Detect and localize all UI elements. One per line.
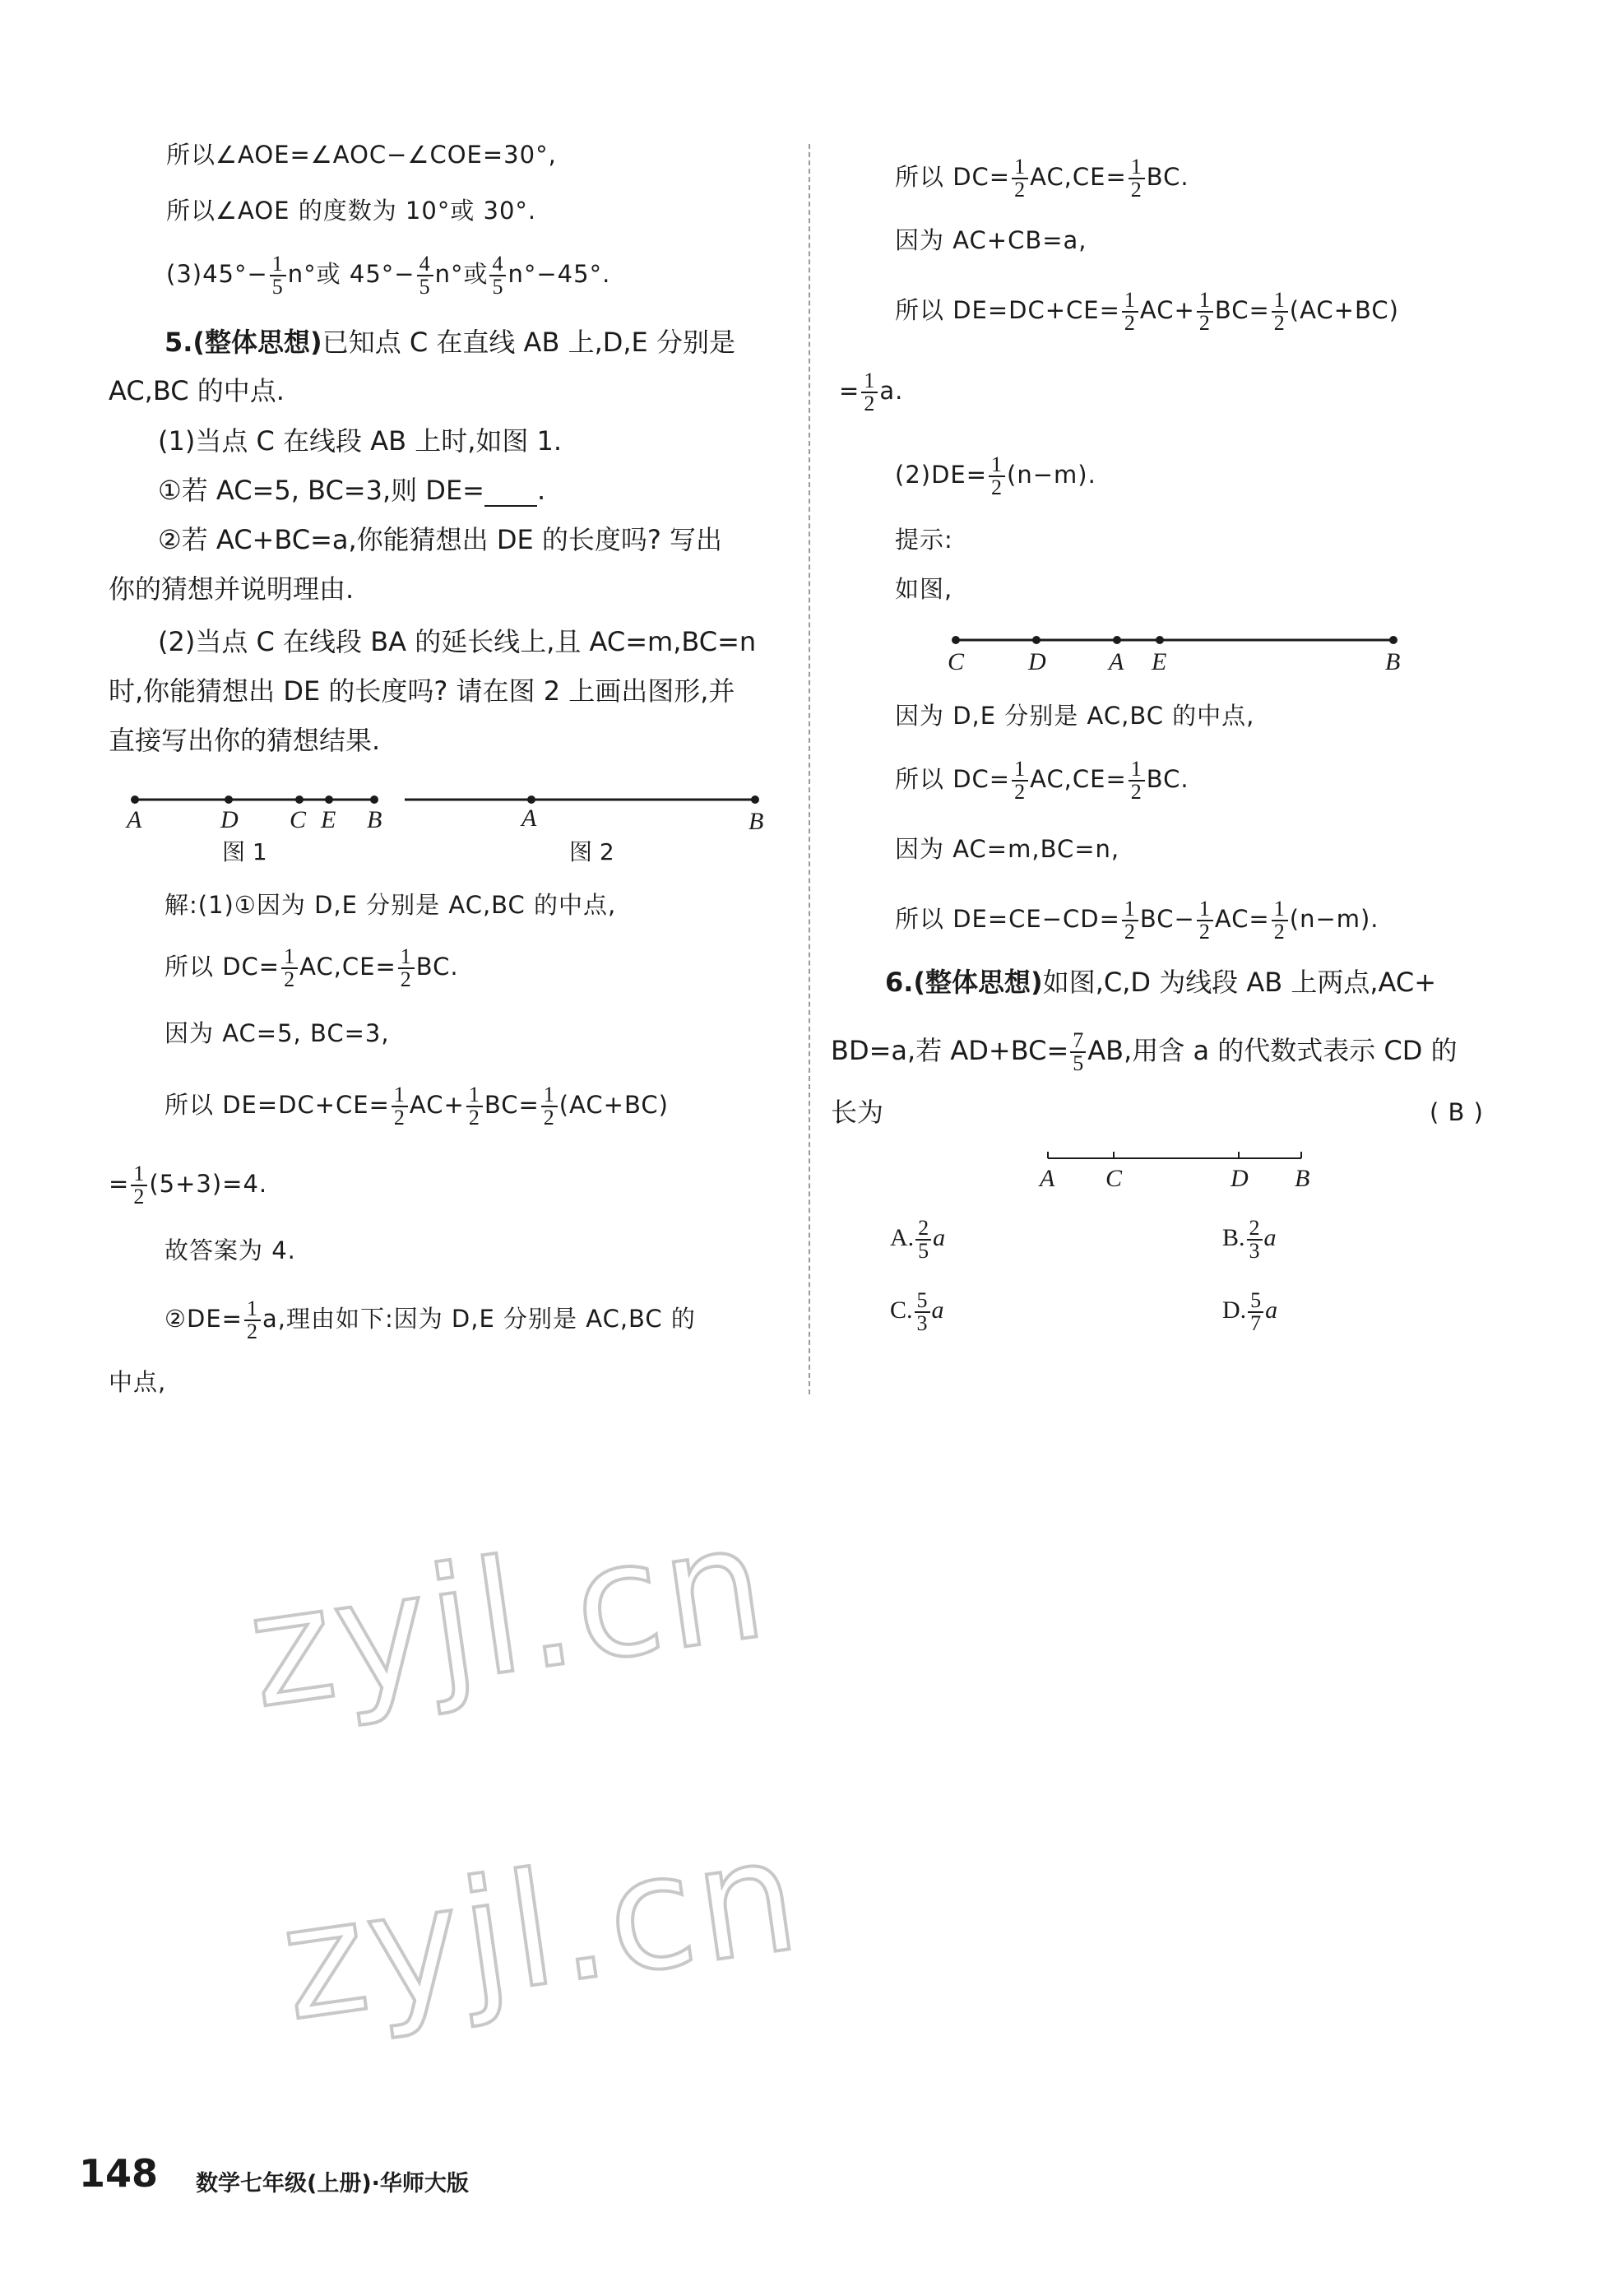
solution-line: 所以 DC= $\frac{1}{2}$ AC,CE= $\frac{1}{2}$ BC. (165, 944, 459, 991)
hint-label: 提示: (895, 526, 953, 554)
question-5-part2: 时,你能猜想出 DE 的长度吗? 请在图 2 上画出图形,并 (109, 675, 735, 707)
figure-1 (125, 782, 405, 839)
label-b: B (1295, 1165, 1310, 1192)
label-a: A (521, 805, 537, 832)
question-6-answer: ( B ) (1430, 1098, 1484, 1126)
point-a (131, 795, 139, 804)
figure-2-caption: 图 2 (569, 838, 614, 865)
solution-line: 因为 AC+CB=a, (895, 226, 1087, 254)
solution-line: = $\frac{1}{2}$ (5+3)=4. (109, 1162, 268, 1208)
answer-line: (3)45°− $\frac{1}{5}$ n°或 45°− $\frac{4}{5}$ n°或 $\frac{4}{5}$ n°−45°. (166, 252, 611, 299)
answer-line: 所以∠AOE 的度数为 10°或 30°. (166, 197, 537, 225)
question-5-line: AC,BC 的中点. (109, 375, 285, 406)
question-5-part2: (2)当点 C 在线段 BA 的延长线上,且 AC=m,BC=n (158, 626, 757, 657)
question-5-part1b: 你的猜想并说明理由. (109, 573, 355, 605)
figure-hint (946, 624, 1423, 681)
point-d (225, 795, 233, 804)
point-b (1389, 636, 1397, 644)
watermark: zyjl.cn (271, 1803, 811, 2056)
label-b: B (749, 808, 764, 835)
answer-blank (484, 480, 537, 507)
column-divider (809, 144, 810, 1394)
solution-line: 因为 AC=5, BC=3, (165, 1019, 390, 1047)
question-5-part1b: ②若 AC+BC=a,你能猜想出 DE 的长度吗? 写出 (158, 524, 723, 555)
question-5-part2: 直接写出你的猜想结果. (109, 725, 381, 756)
solution-line: 所以 DC= $\frac{1}{2}$ AC,CE= $\frac{1}{2}$ BC. (895, 155, 1189, 202)
point-b (370, 795, 378, 804)
solution-line: 所以 DE=DC+CE= $\frac{1}{2}$ AC+ $\frac{1}{2}$ BC= $\frac{1}{2}$ (AC+BC) (895, 288, 1399, 335)
solution-line: = $\frac{1}{2}$ a. (839, 369, 904, 415)
choice-a[interactable]: A. $\frac{2}{5}$ a (890, 1216, 946, 1263)
solution-line: 如图, (895, 575, 953, 603)
point-e (325, 795, 333, 804)
label-c: C (1105, 1165, 1123, 1192)
figure-1-caption: 图 1 (222, 838, 267, 865)
question-5-part1a: ①若 AC=5, BC=3,则 DE= . (158, 475, 546, 506)
question-6-line: 长为 (831, 1097, 884, 1128)
label-e: E (1152, 648, 1167, 675)
label-b: B (367, 806, 382, 833)
point-c (952, 636, 960, 644)
question-6-line: BD=a,若 AD+BC= $\frac{7}{5}$ AB,用含 a 的代数式表示 CD 的 (831, 1028, 1458, 1075)
point-e (1156, 636, 1164, 644)
solution-line: 中点, (109, 1368, 167, 1396)
solution-line: 因为 D,E 分别是 AC,BC 的中点, (895, 702, 1255, 730)
question-6-line: 6.(整体思想)如图,C,D 为线段 AB 上两点,AC+ (885, 967, 1437, 998)
figure-2 (396, 782, 775, 839)
choice-b[interactable]: B. $\frac{2}{3}$ a (1222, 1216, 1277, 1263)
point-a (1113, 636, 1121, 644)
label-c: C (948, 648, 965, 675)
solution-line: ②DE= $\frac{1}{2}$ a,理由如下:因为 D,E 分别是 AC,BC 的 (165, 1296, 696, 1343)
point-b (751, 795, 759, 804)
figure-question-6 (1036, 1143, 1316, 1201)
point-c (295, 795, 304, 804)
page-number: 148 (79, 2151, 159, 2196)
label-d: D (1028, 648, 1046, 675)
label-d: D (1231, 1165, 1249, 1192)
solution-line: (2)DE= $\frac{1}{2}$ (n−m). (895, 452, 1096, 499)
question-5-line: 5.(整体思想)已知点 C 在直线 AB 上,D,E 分别是 (165, 327, 735, 358)
label-a: A (1109, 648, 1124, 675)
choice-c[interactable]: C. $\frac{5}{3}$ a (890, 1288, 944, 1335)
solution-line: 因为 AC=m,BC=n, (895, 835, 1120, 863)
answer-line: 所以∠AOE=∠AOC−∠COE=30°, (166, 141, 557, 169)
point-d (1032, 636, 1041, 644)
watermark: zyjl.cn (239, 1491, 778, 1743)
label-a: A (127, 806, 142, 833)
point-a (527, 795, 535, 804)
label-e: E (321, 806, 336, 833)
solution-line: 所以 DE=CE−CD= $\frac{1}{2}$ BC− $\frac{1}{2}$ AC= $\frac{1}{2}$ (n−m). (895, 897, 1379, 944)
solution-line: 所以 DC= $\frac{1}{2}$ AC,CE= $\frac{1}{2}$ BC. (895, 757, 1189, 804)
book-title: 数学七年级(上册)·华师大版 (196, 2171, 469, 2196)
label-d: D (220, 806, 239, 833)
choice-d[interactable]: D. $\frac{5}{7}$ a (1222, 1288, 1278, 1335)
solution-line: 所以 DE=DC+CE= $\frac{1}{2}$ AC+ $\frac{1}{2}$ BC= $\frac{1}{2}$ (AC+BC) (165, 1083, 669, 1129)
label-c: C (290, 806, 307, 833)
question-5-part1: (1)当点 C 在线段 AB 上时,如图 1. (158, 425, 563, 457)
solution-line: 解:(1)①因为 D,E 分别是 AC,BC 的中点, (165, 891, 617, 919)
label-a: A (1040, 1165, 1055, 1192)
label-b: B (1385, 648, 1401, 675)
solution-line: 故答案为 4. (165, 1236, 296, 1264)
